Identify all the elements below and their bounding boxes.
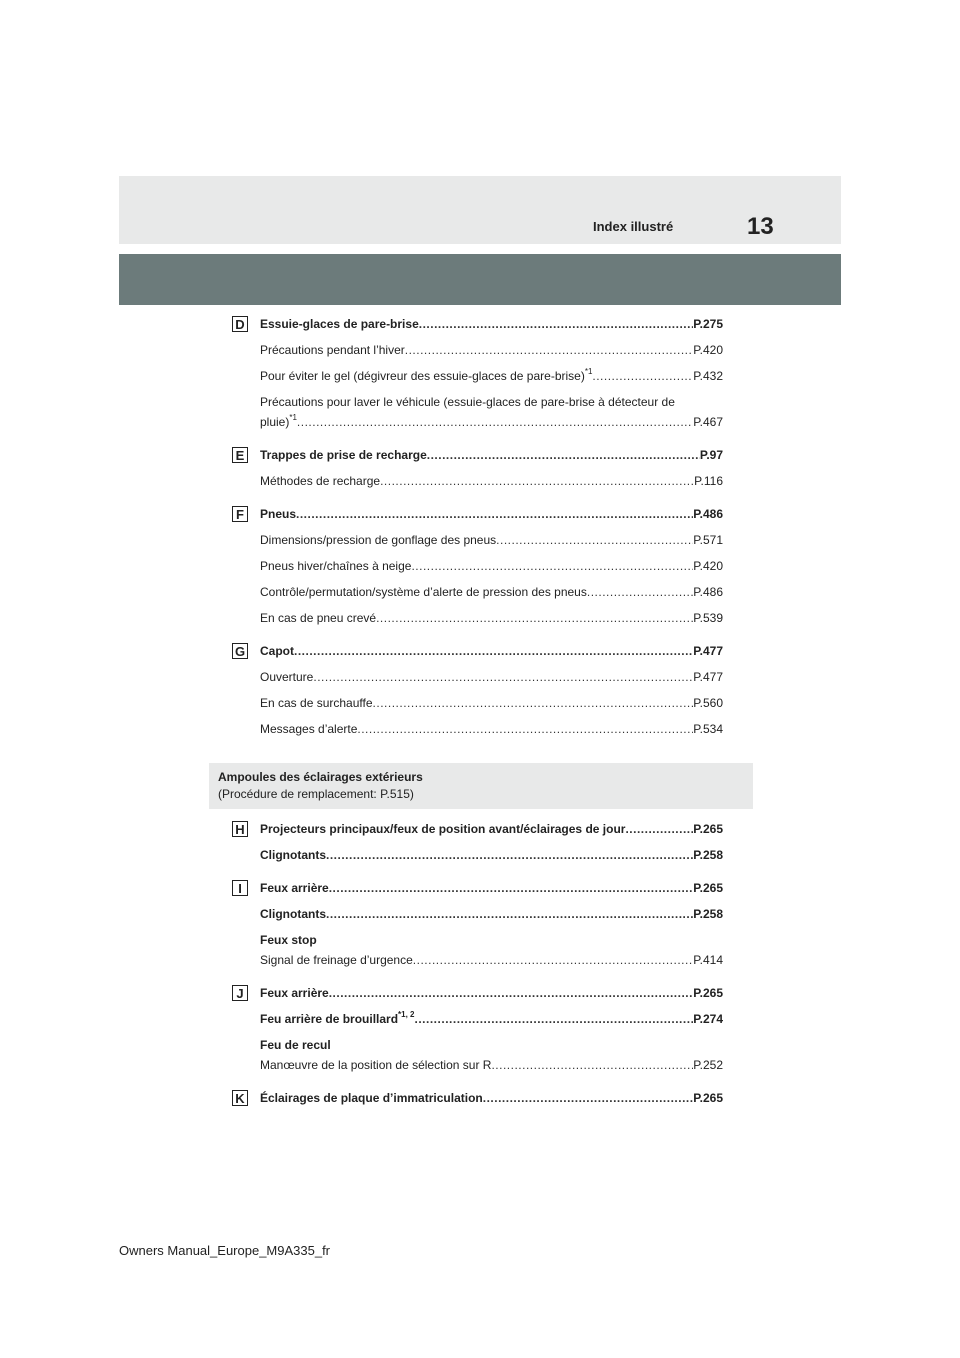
group-letter-badge: J bbox=[232, 985, 248, 1001]
index-entry bbox=[230, 533, 723, 548]
dot-leader bbox=[483, 1091, 693, 1106]
entry-label bbox=[260, 611, 376, 626]
entry-label-text: Capot bbox=[260, 644, 294, 658]
page-reference: P.486 bbox=[693, 507, 723, 521]
index-entry bbox=[230, 907, 723, 922]
dot-leader bbox=[296, 507, 693, 522]
page-number: 13 bbox=[747, 213, 774, 240]
index-entry bbox=[230, 507, 723, 522]
index-entry bbox=[230, 1091, 723, 1106]
entry-label bbox=[260, 722, 357, 737]
page-reference: P.477 bbox=[693, 644, 723, 658]
footer-text: Owners Manual_Europe_M9A335_fr bbox=[119, 1243, 331, 1258]
entry-label bbox=[260, 448, 427, 463]
entry-label bbox=[260, 696, 373, 711]
index-entry bbox=[230, 448, 723, 463]
page-reference: P.252 bbox=[693, 1058, 723, 1072]
dot-leader bbox=[587, 585, 693, 600]
group-letter-badge: G bbox=[232, 643, 248, 659]
page-reference: P.432 bbox=[693, 369, 723, 383]
header-dark-band bbox=[119, 254, 841, 305]
entry-label bbox=[260, 585, 587, 600]
entry-label bbox=[260, 317, 419, 332]
index-entry bbox=[230, 559, 723, 574]
index-subheading: Feu de recul bbox=[260, 1038, 331, 1052]
dot-leader bbox=[373, 696, 694, 711]
page-reference: P.560 bbox=[693, 696, 723, 710]
dot-leader bbox=[357, 722, 693, 737]
page-reference: P.414 bbox=[693, 953, 723, 967]
footnote-marker: *1 bbox=[584, 367, 593, 376]
page-reference: P.265 bbox=[693, 986, 723, 1000]
entry-label-text: Feux arrière bbox=[260, 881, 329, 895]
index-entry bbox=[230, 696, 723, 711]
entry-label-text: Projecteurs principaux/feux de position avant/éclairages de jour bbox=[260, 822, 626, 836]
entry-label-text: Dimensions/pression de gonflage des pneus bbox=[260, 533, 497, 547]
index-entry bbox=[230, 1012, 723, 1027]
dot-leader bbox=[419, 317, 693, 332]
dot-leader bbox=[376, 611, 693, 626]
index-entry bbox=[230, 881, 723, 896]
page-reference: P.486 bbox=[693, 585, 723, 599]
entry-label-text: Messages d’alerte bbox=[260, 722, 358, 736]
footnote-marker: *1, 2 bbox=[398, 1010, 415, 1019]
index-entry bbox=[230, 953, 723, 968]
index-entry bbox=[230, 1058, 723, 1073]
dot-leader bbox=[415, 1012, 694, 1027]
entry-label bbox=[260, 369, 592, 384]
page-reference: P.116 bbox=[694, 474, 723, 488]
entry-label bbox=[260, 1091, 483, 1106]
group-letter-badge: H bbox=[232, 821, 248, 837]
group-letter-badge: I bbox=[232, 880, 248, 896]
entry-label-text: Trappes de prise de recharge bbox=[260, 448, 427, 462]
entry-label bbox=[260, 848, 326, 863]
page-reference: P.258 bbox=[693, 848, 723, 862]
group-letter-badge: E bbox=[232, 447, 248, 463]
page-reference: P.97 bbox=[699, 448, 723, 462]
entry-label-text: pluie) bbox=[260, 415, 290, 429]
header-band bbox=[119, 176, 841, 244]
entry-label-text: Ouverture bbox=[260, 670, 314, 684]
dot-leader bbox=[294, 644, 693, 659]
entry-label bbox=[260, 1012, 415, 1027]
entry-label bbox=[260, 986, 329, 1001]
entry-label-text: Clignotants bbox=[260, 907, 326, 921]
index-entry bbox=[230, 611, 723, 626]
page-reference: P.265 bbox=[693, 1091, 723, 1105]
footnote-marker: *1 bbox=[289, 413, 297, 422]
entry-label bbox=[260, 670, 313, 685]
entry-label bbox=[260, 907, 326, 922]
page-reference: P.534 bbox=[693, 722, 723, 736]
dot-leader bbox=[491, 1058, 693, 1073]
entry-label-text: Manœuvre de la position de sélection sur R bbox=[260, 1058, 492, 1072]
page-reference: P.467 bbox=[693, 415, 723, 429]
page-reference: P.258 bbox=[693, 907, 723, 921]
dot-leader bbox=[326, 907, 693, 922]
entry-label-text: Contrôle/permutation/système d’alerte de pression des pneus bbox=[260, 585, 587, 599]
page-reference: P.420 bbox=[693, 559, 723, 573]
index-entry bbox=[230, 474, 723, 489]
index-entry bbox=[230, 822, 723, 837]
group-letter-badge: F bbox=[232, 506, 248, 522]
dot-leader bbox=[427, 448, 700, 463]
entry-label bbox=[260, 474, 380, 489]
index-entry bbox=[230, 415, 723, 430]
page-reference: P.265 bbox=[693, 881, 723, 895]
entry-label-text: Feu arrière de brouillard bbox=[260, 1012, 399, 1026]
page-reference: P.571 bbox=[693, 533, 723, 547]
entry-label-text: Éclairages de plaque d’immatriculation bbox=[260, 1091, 483, 1105]
dot-leader bbox=[592, 369, 693, 384]
entry-label-text: Précautions pendant l’hiver bbox=[260, 343, 405, 357]
page-reference: P.477 bbox=[693, 670, 723, 684]
index-entry bbox=[230, 585, 723, 600]
index-entry bbox=[230, 986, 723, 1001]
entry-label-text: Pour éviter le gel (dégivreur des essuie-glaces de pare-brise) bbox=[260, 369, 585, 383]
entry-label bbox=[260, 953, 413, 968]
entry-label-text: En cas de pneu crevé bbox=[260, 611, 377, 625]
page-reference: P.265 bbox=[693, 822, 723, 836]
index-entry bbox=[230, 644, 723, 659]
entry-label bbox=[260, 1058, 491, 1073]
callout-title: Ampoules des éclairages extérieurs bbox=[218, 770, 423, 784]
dot-leader bbox=[326, 848, 693, 863]
index-entry bbox=[230, 343, 723, 358]
dot-leader bbox=[380, 474, 694, 489]
entry-label-text: En cas de surchauffe bbox=[260, 696, 373, 710]
dot-leader bbox=[405, 343, 693, 358]
entry-label-text: Pneus bbox=[260, 507, 297, 521]
page-reference: P.539 bbox=[693, 611, 723, 625]
index-entry bbox=[230, 670, 723, 685]
dot-leader bbox=[297, 415, 693, 430]
page-reference: P.420 bbox=[693, 343, 723, 357]
entry-label bbox=[260, 533, 496, 548]
index-entry bbox=[230, 317, 723, 332]
page-reference: P.275 bbox=[693, 317, 723, 331]
dot-leader bbox=[313, 670, 693, 685]
entry-label-text: Méthodes de recharge bbox=[260, 474, 381, 488]
callout-subtitle: (Procédure de remplacement: P.515) bbox=[218, 787, 414, 801]
index-subheading: Feux stop bbox=[260, 933, 317, 947]
index-entry-text: Précautions pour laver le véhicule (essuie-glaces de pare-brise à détecteur de bbox=[260, 395, 675, 409]
entry-label bbox=[260, 881, 329, 896]
section-title: Index illustré bbox=[593, 219, 674, 234]
entry-label bbox=[260, 644, 294, 659]
entry-label-text: Pneus hiver/chaînes à neige bbox=[260, 559, 412, 573]
group-letter-badge: D bbox=[232, 316, 248, 332]
entry-label bbox=[260, 343, 405, 358]
index-entry bbox=[230, 848, 723, 863]
index-entry bbox=[230, 722, 723, 737]
entry-label bbox=[260, 415, 297, 430]
entry-label bbox=[260, 507, 296, 522]
group-letter-badge: K bbox=[232, 1090, 248, 1106]
entry-label bbox=[260, 822, 625, 837]
entry-label-text: Essuie-glaces de pare-brise bbox=[260, 317, 419, 331]
page-reference: P.274 bbox=[693, 1012, 723, 1026]
index-entry bbox=[230, 369, 723, 384]
dot-leader bbox=[496, 533, 693, 548]
entry-label bbox=[260, 559, 411, 574]
dot-leader bbox=[411, 559, 693, 574]
entry-label-text: Feux arrière bbox=[260, 986, 329, 1000]
dot-leader bbox=[625, 822, 693, 837]
dot-leader bbox=[329, 881, 693, 896]
dot-leader bbox=[413, 953, 693, 968]
entry-label-text: Signal de freinage d’urgence bbox=[260, 953, 413, 967]
dot-leader bbox=[329, 986, 693, 1001]
entry-label-text: Clignotants bbox=[260, 848, 326, 862]
exterior-lights-callout bbox=[209, 763, 753, 809]
